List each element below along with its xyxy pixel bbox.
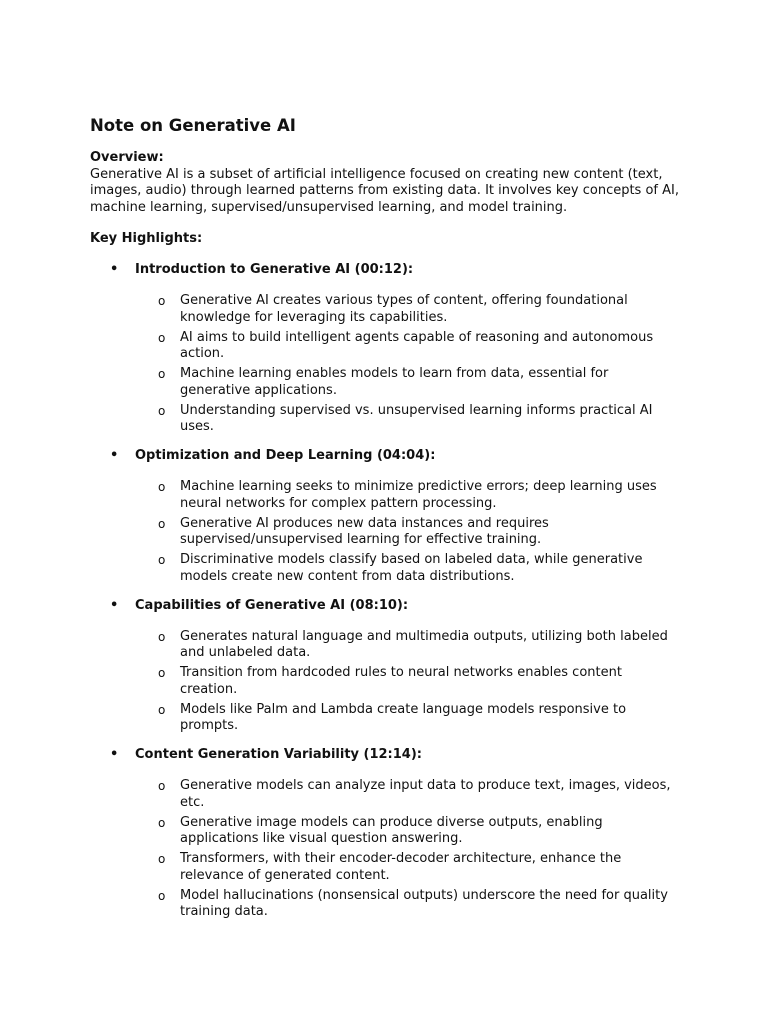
list-item <box>90 552 682 585</box>
sub-bullet-icon: o <box>158 553 166 567</box>
document-page <box>90 114 682 924</box>
sub-bullet-icon: o <box>158 702 166 717</box>
list-item <box>90 629 682 662</box>
list-item <box>90 778 682 811</box>
bullet-icon: • <box>110 747 119 762</box>
document-title: Note on Generative AI <box>90 116 296 135</box>
bullet-icon: • <box>110 597 119 613</box>
sub-list <box>90 629 682 735</box>
sub-bullet-icon: o <box>158 294 166 308</box>
list-item <box>90 702 682 735</box>
list-item-text: Understanding supervised vs. unsupervised learning informs practical AI uses. <box>180 402 653 434</box>
sub-bullet-icon: o <box>158 666 166 680</box>
section-optimization <box>90 448 682 585</box>
list-item-text: Machine learning enables models to learn from data, essential for generative applications. <box>180 366 609 398</box>
sub-bullet-icon: o <box>158 367 166 381</box>
list-item <box>90 366 682 399</box>
list-item <box>90 330 682 363</box>
sub-list <box>90 293 682 436</box>
sub-bullet-icon: o <box>158 516 166 531</box>
list-item <box>90 516 682 549</box>
list-item-text: Model hallucinations (nonsensical outputs) underscore the need for quality training data. <box>180 887 668 919</box>
list-item <box>90 851 682 884</box>
section-heading <box>90 448 682 465</box>
overview-label: Overview: <box>90 150 164 165</box>
section-heading-text: Optimization and Deep Learning (04:04): <box>135 448 436 463</box>
key-highlights-label: Key Highlights: <box>90 231 203 246</box>
list-item <box>90 479 682 512</box>
list-item-text: Transition from hardcoded rules to neural networks enables content creation. <box>180 665 622 697</box>
section-heading <box>90 262 682 279</box>
list-item-text: Generative image models can produce diverse outputs, enabling applications like visual question answering. <box>180 814 603 846</box>
sub-bullet-icon: o <box>158 852 166 866</box>
list-item-text: Generative AI creates various types of content, offering foundational knowledge for leveraging its capabilities. <box>180 293 628 325</box>
section-introduction <box>90 262 682 436</box>
list-item-text: Machine learning seeks to minimize predictive errors; deep learning uses neural networks for complex pattern processing. <box>180 479 657 511</box>
section-heading-text: Capabilities of Generative AI (08:10): <box>135 597 409 613</box>
list-item-text: Generative models can analyze input data to produce text, images, videos, etc. <box>180 778 671 810</box>
sub-bullet-icon: o <box>158 403 166 418</box>
section-capabilities <box>90 598 682 735</box>
sub-bullet-icon: o <box>158 480 166 494</box>
section-heading-text: Introduction to Generative AI (00:12): <box>135 262 414 277</box>
list-item <box>90 293 682 326</box>
bullet-icon: • <box>110 262 119 277</box>
list-item-text: Generates natural language and multimedia outputs, utilizing both labeled and unlabeled data. <box>180 628 668 660</box>
list-item <box>90 403 682 436</box>
list-item <box>90 888 682 921</box>
list-item-text: Models like Palm and Lambda create language models responsive to prompts. <box>180 701 627 733</box>
section-content-generation <box>90 747 682 921</box>
sub-bullet-icon: o <box>158 815 166 830</box>
list-item <box>90 665 682 698</box>
list-item-text: Discriminative models classify based on labeled data, while generative models create new content from data distributions. <box>180 552 643 584</box>
sub-bullet-icon: o <box>158 629 166 644</box>
list-item-text: Generative AI produces new data instances and requires supervised/unsupervised learning for effective training. <box>180 515 549 547</box>
list-item <box>90 815 682 848</box>
list-item-text: AI aims to build intelligent agents capable of reasoning and autonomous action. <box>180 329 654 361</box>
overview-text: Generative AI is a subset of artificial intelligence focused on creating new content (text, images, audio) through learned patterns from existing data. It involves key concepts of AI, machine learning, supervised/unsupervised learning, and model training. <box>90 166 679 215</box>
section-heading-text: Content Generation Variability (12:14): <box>135 747 422 762</box>
sub-list <box>90 479 682 585</box>
list-item-text: Transformers, with their encoder-decoder architecture, enhance the relevance of generated content. <box>180 851 622 883</box>
bullet-icon: • <box>110 448 119 463</box>
sub-bullet-icon: o <box>158 888 166 903</box>
section-heading <box>90 747 682 764</box>
sub-bullet-icon: o <box>158 779 166 793</box>
sub-bullet-icon: o <box>158 330 166 345</box>
sub-list <box>90 778 682 921</box>
section-heading <box>90 598 682 615</box>
